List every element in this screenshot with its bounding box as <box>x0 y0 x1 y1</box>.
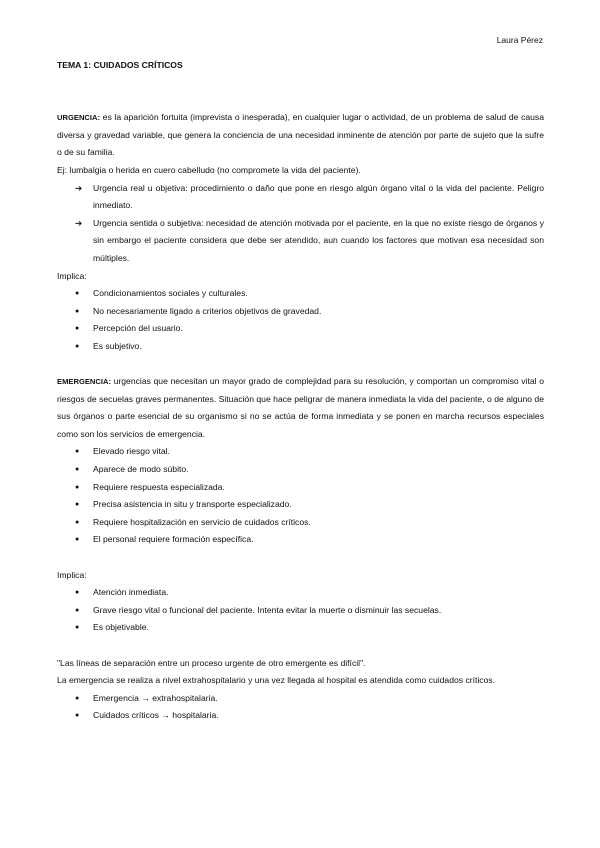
bullet-icon: ● <box>75 501 80 509</box>
bullet-icon: ● <box>75 290 80 298</box>
urgencia-definition-text: es la aparición fortuita (imprevista o inesperada), en cualquier lugar o actividad, de un problema de salud de causa diversa y gravedad variable, que genera la conciencia de una necesidad inminente de atención por parte de sujeto que la sufre o de su familia. <box>57 112 544 158</box>
emergencia-implica-label: Implica: <box>57 569 87 580</box>
quote: "Las líneas de separación entre un proceso urgente de otro emergente es difícil". <box>57 657 366 668</box>
page-title: TEMA 1: CUIDADOS CRÍTICOS <box>57 60 183 70</box>
arrow-icon: ➔ <box>75 182 83 193</box>
bullet-icon: ● <box>75 536 80 544</box>
urgencia-types-list <box>57 180 544 268</box>
list-item: ● No necesariamente ligado a criterios objetivos de gravedad. <box>93 303 544 321</box>
list-item: ● El personal requiere formación específica. <box>93 531 544 549</box>
author-name: Laura Pérez <box>496 35 543 45</box>
list-item: ● Atención inmediata. <box>93 584 544 602</box>
bullet-icon: ● <box>75 466 80 474</box>
list-item: ➔ Urgencia real u objetiva: procedimiento o daño que pone en riesgo algún órgano vital o la vida del paciente. Peligro inmediato. <box>93 180 544 215</box>
list-item: ● Percepción del usuario. <box>93 320 544 338</box>
bullet-icon: ● <box>75 307 80 315</box>
list-item: ● Emergencia → extrahospitalaria. <box>93 690 544 708</box>
mapping-list <box>57 690 544 725</box>
document-body <box>57 57 544 725</box>
arrow-icon: ➔ <box>75 217 83 228</box>
list-item: ● Es subjetivo. <box>93 338 544 356</box>
urgencia-term: URGENCIA: <box>57 113 101 123</box>
bullet-icon: ● <box>75 712 80 720</box>
emergencia-implica-list <box>57 584 544 637</box>
list-item: ● Precisa asistencia in situ y transporte especializado. <box>93 496 544 514</box>
emergencia-term: EMERGENCIA: <box>57 377 112 387</box>
bullet-icon: ● <box>75 448 80 456</box>
bullet-icon: ● <box>75 342 80 350</box>
bullet-icon: ● <box>75 694 80 702</box>
urgencia-implica-label: Implica: <box>57 270 87 281</box>
list-item: ● Requiere hospitalización en servicio de cuidados críticos. <box>93 514 544 532</box>
emergencia-definition <box>57 373 544 443</box>
urgencia-implica-list <box>57 285 544 355</box>
bullet-icon: ● <box>75 325 80 333</box>
list-item: ● Condicionamientos sociales y culturales. <box>93 285 544 303</box>
list-item: ● Aparece de modo súbito. <box>93 461 544 479</box>
bullet-icon: ● <box>75 589 80 597</box>
emergencia-definition-text: urgencias que necesitan un mayor grado de complejidad para su resolución, y comportan un compromiso vital o riesgos de secuelas graves permanentes. Situación que hace peligrar de manera inmediata la vida del paciente, o de alguno de sus órganos o parte esencial de su organismo si no se actúa de forma inmediata y se ponen en marcha recursos especiales como son los servicios de emergencia. <box>57 376 544 439</box>
emergencia-features-list <box>57 443 544 549</box>
conclusion: La emergencia se realiza a nivel extrahospitalario y una vez llegada al hospital es atendida como cuidados críticos. <box>57 675 496 686</box>
list-item: ● Grave riesgo vital o funcional del paciente. Intenta evitar la muerte o disminuir las secuelas. <box>93 602 544 620</box>
list-item: ● Cuidados críticos → hospitalaria. <box>93 707 544 725</box>
bullet-icon: ● <box>75 624 80 632</box>
list-item: ● Requiere respuesta especializada. <box>93 479 544 497</box>
urgencia-example: Ej: lumbalgia o herida en cuero cabelludo (no compromete la vida del paciente). <box>57 164 361 175</box>
urgencia-definition <box>57 109 544 162</box>
bullet-icon: ● <box>75 518 80 526</box>
list-item: ● Elevado riesgo vital. <box>93 443 544 461</box>
list-item: ● Es objetivable. <box>93 619 544 637</box>
bullet-icon: ● <box>75 483 80 491</box>
list-item: ➔ Urgencia sentida o subjetiva: necesidad de atención motivada por el paciente, en la que no existe riesgo de órganos y sin embargo el paciente considera que debe ser atendido, aun cuando los factores que motivan esa necesidad son múltiples. <box>93 215 544 268</box>
bullet-icon: ● <box>75 606 80 614</box>
